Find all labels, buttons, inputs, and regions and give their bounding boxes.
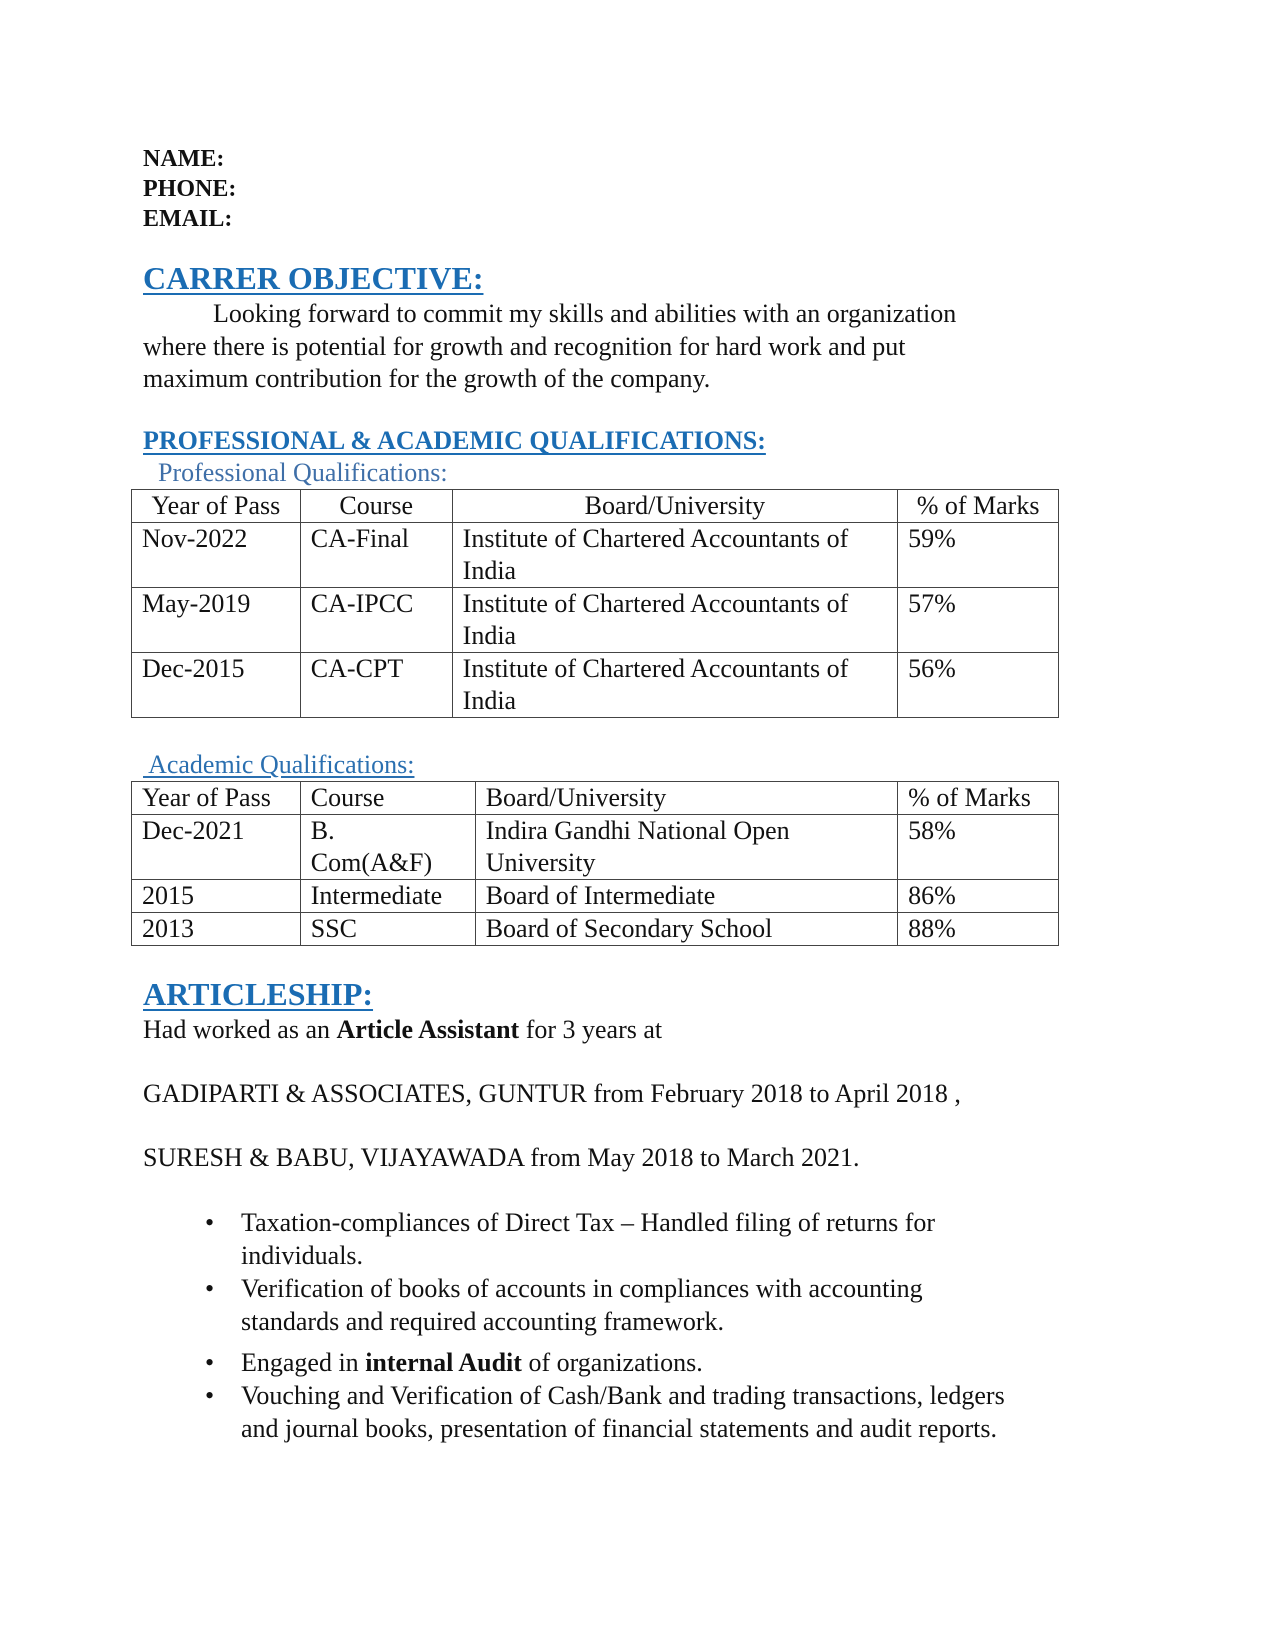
table-header-row: [132, 782, 1059, 815]
cell-marks: 59%: [898, 523, 1059, 588]
bullet-icon: •: [205, 1208, 215, 1237]
cell-course-line: B.: [310, 816, 335, 845]
column-header-board: Board/University: [475, 782, 897, 815]
list-item: [205, 1206, 1005, 1272]
cell-marks: 57%: [898, 588, 1059, 653]
list-item-text: of organizations.: [521, 1348, 703, 1377]
list-item-line: and journal books, presentation of financial statements and audit reports.: [241, 1414, 997, 1443]
intro-text: for 3 years at: [519, 1015, 663, 1044]
articleship-firm-1: GADIPARTI & ASSOCIATES, GUNTUR from February 2018 to April 2018 ,: [143, 1079, 961, 1108]
cell-year: 2013: [132, 913, 301, 946]
list-item-line: Taxation-compliances of Direct Tax – Handled filing of returns for: [241, 1208, 936, 1237]
objective-line-1: Looking forward to commit my skills and abilities with an organization: [213, 299, 957, 328]
table-header-row: [132, 490, 1059, 523]
cell-board-line: Institute of Chartered Accountants of: [462, 524, 849, 553]
table-row: [132, 913, 1059, 946]
table-row: [132, 880, 1059, 913]
cell-board: [475, 815, 897, 880]
cell-year: May-2019: [132, 588, 301, 653]
objective-line-3: maximum contribution for the growth of the company.: [143, 364, 711, 393]
cell-board-line: India: [462, 621, 517, 650]
cell-board-line: India: [462, 686, 517, 715]
cell-board: [452, 653, 897, 718]
career-objective-heading: CARRER OBJECTIVE:: [143, 260, 484, 296]
intro-text: Had worked as an: [143, 1015, 337, 1044]
bullet-icon: •: [205, 1381, 215, 1410]
bullet-icon: •: [205, 1274, 215, 1303]
cell-course: CA-CPT: [300, 653, 452, 718]
list-item-line: individuals.: [241, 1241, 364, 1270]
cell-board-line: Institute of Chartered Accountants of: [462, 589, 849, 618]
cell-course-line: Com(A&F): [310, 848, 433, 877]
cell-marks: 86%: [898, 880, 1059, 913]
articleship-intro: [143, 1013, 662, 1046]
bullet-icon: •: [205, 1348, 215, 1377]
list-item: [205, 1379, 1005, 1445]
cell-board: Board of Secondary School: [475, 913, 897, 946]
cell-course: [300, 815, 475, 880]
name-label: NAME:: [143, 146, 225, 172]
column-header-marks: % of Marks: [898, 490, 1059, 523]
cell-course: Intermediate: [300, 880, 475, 913]
academic-qualifications-table: [131, 781, 1059, 946]
list-item-line: standards and required accounting framework.: [241, 1307, 724, 1336]
cell-board-line: Indira Gandhi National Open: [485, 816, 790, 845]
cell-year: Dec-2021: [132, 815, 301, 880]
column-header-year: Year of Pass: [132, 490, 301, 523]
table-row: [132, 815, 1059, 880]
academic-qualifications-subheading: Academic Qualifications:: [143, 750, 415, 779]
cell-board: [452, 523, 897, 588]
professional-qualifications-subheading: Professional Qualifications:: [158, 458, 448, 487]
cell-course: CA-Final: [300, 523, 452, 588]
cell-year: Nov-2022: [132, 523, 301, 588]
articleship-firm-2: SURESH & BABU, VIJAYAWADA from May 2018 to March 2021.: [143, 1143, 860, 1172]
objective-line-2: where there is potential for growth and recognition for hard work and put: [143, 332, 906, 361]
list-item: [205, 1272, 1005, 1338]
table-row: [132, 523, 1059, 588]
qualifications-heading: PROFESSIONAL & ACADEMIC QUALIFICATIONS:: [143, 426, 766, 455]
cell-board: [452, 588, 897, 653]
list-item-line: Vouching and Verification of Cash/Bank and trading transactions, ledgers: [241, 1381, 1005, 1410]
cell-board-line: Institute of Chartered Accountants of: [462, 654, 849, 683]
intro-role: Article Assistant: [336, 1015, 520, 1044]
articleship-heading: ARTICLESHIP:: [143, 976, 374, 1012]
cell-board: Board of Intermediate: [475, 880, 897, 913]
list-item: [205, 1346, 1005, 1379]
email-label: EMAIL:: [143, 206, 233, 232]
list-item-line: Verification of books of accounts in compliances with accounting: [241, 1274, 923, 1303]
cell-year: Dec-2015: [132, 653, 301, 718]
table-row: [132, 588, 1059, 653]
cell-course: CA-IPCC: [300, 588, 452, 653]
column-header-course: Course: [300, 490, 452, 523]
cell-course: SSC: [300, 913, 475, 946]
phone-label: PHONE:: [143, 176, 237, 202]
column-header-year: Year of Pass: [132, 782, 301, 815]
cell-board-line: University: [485, 848, 596, 877]
professional-qualifications-table: [131, 489, 1059, 718]
cell-year: 2015: [132, 880, 301, 913]
duties-list: [205, 1206, 1005, 1445]
column-header-board: Board/University: [452, 490, 897, 523]
list-item-text: Engaged in: [241, 1348, 366, 1377]
column-header-course: Course: [300, 782, 475, 815]
column-header-marks: % of Marks: [898, 782, 1059, 815]
cell-marks: 58%: [898, 815, 1059, 880]
table-row: [132, 653, 1059, 718]
cell-marks: 56%: [898, 653, 1059, 718]
cell-board-line: India: [462, 556, 517, 585]
list-item-bold: internal Audit: [365, 1348, 522, 1377]
cell-marks: 88%: [898, 913, 1059, 946]
